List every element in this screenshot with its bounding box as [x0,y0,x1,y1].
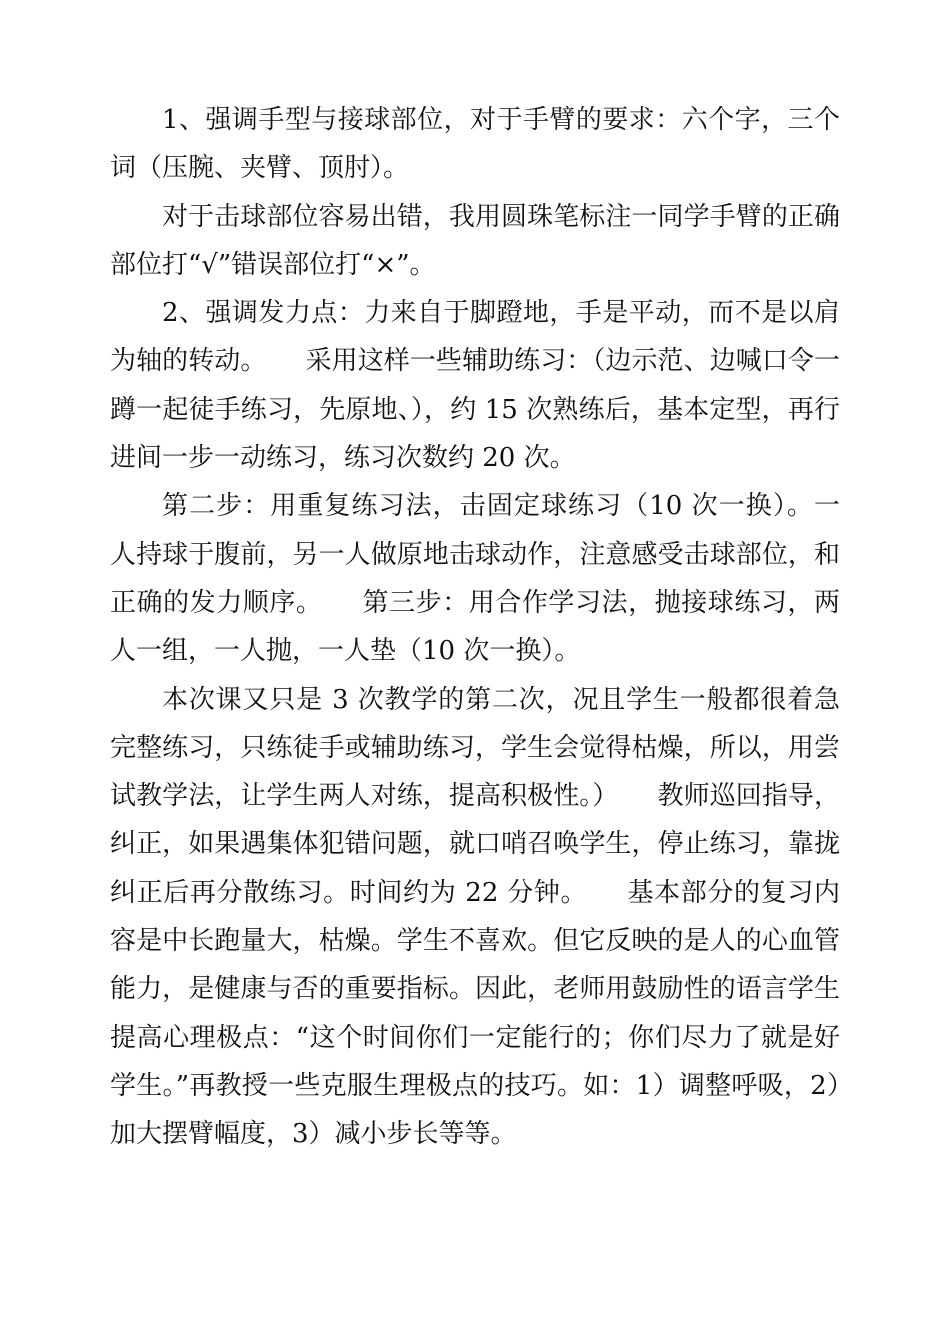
paragraph-hitting-position: 对于击球部位容易出错，我用圆珠笔标注一同学手臂的正确部位打“√”错误部位打“×”。 [110,201,840,280]
paragraph-force-point: 2、强调发力点：力来自于脚蹬地，手是平动，而不是以肩为轴的转动。 采用这样一些辅助练习：（边示范、边喊口令一蹲一起徒手练习，先原地、），约 15 次熟练后，基本定型，再行进间一步一动练习，练习次数约 20 次。 [110,298,840,474]
paragraph-hand-shape: 1、强调手型与接球部位，对于手臂的要求：六个字，三个词（压腕、夹臂、顶肘）。 [110,105,840,184]
paragraph-lesson-summary: 本次课又只是 3 次教学的第二次，况且学生一般都很着急完整练习，只练徒手或辅助练习，学生会觉得枯燥，所以，用尝试教学法，让学生两人对练，提高积极性。） 教师巡回指导，纠正，如果遇集体犯错问题，就口哨召唤学生，停止练习，靠拢纠正后再分散练习。时间约为 22 分钟。 基本部分的复习内容是中长跑量大，枯燥。学生不喜欢。但它反映的是人的心血管能力，是健康与否的重要指标。因此，老师用鼓励性的语言学生提高心理极点：“这个时间你们一定能行的；你们尽力了就是好学生。”再教授一些克服生理极点的技巧。如：1）调整呼吸，2）加大摆臂幅度，3）减小步长等等。 [110,684,840,1150]
paragraph-step-two-three: 第二步：用重复练习法，击固定球练习（10 次一换）。一人持球于腹前，另一人做原地击球动作，注意感受击球部位，和正确的发力顺序。 第三步：用合作学习法，抛接球练习，两人一组，一人抛，一人垫（10 次一换）。 [110,491,840,667]
document-body [110,96,840,1159]
